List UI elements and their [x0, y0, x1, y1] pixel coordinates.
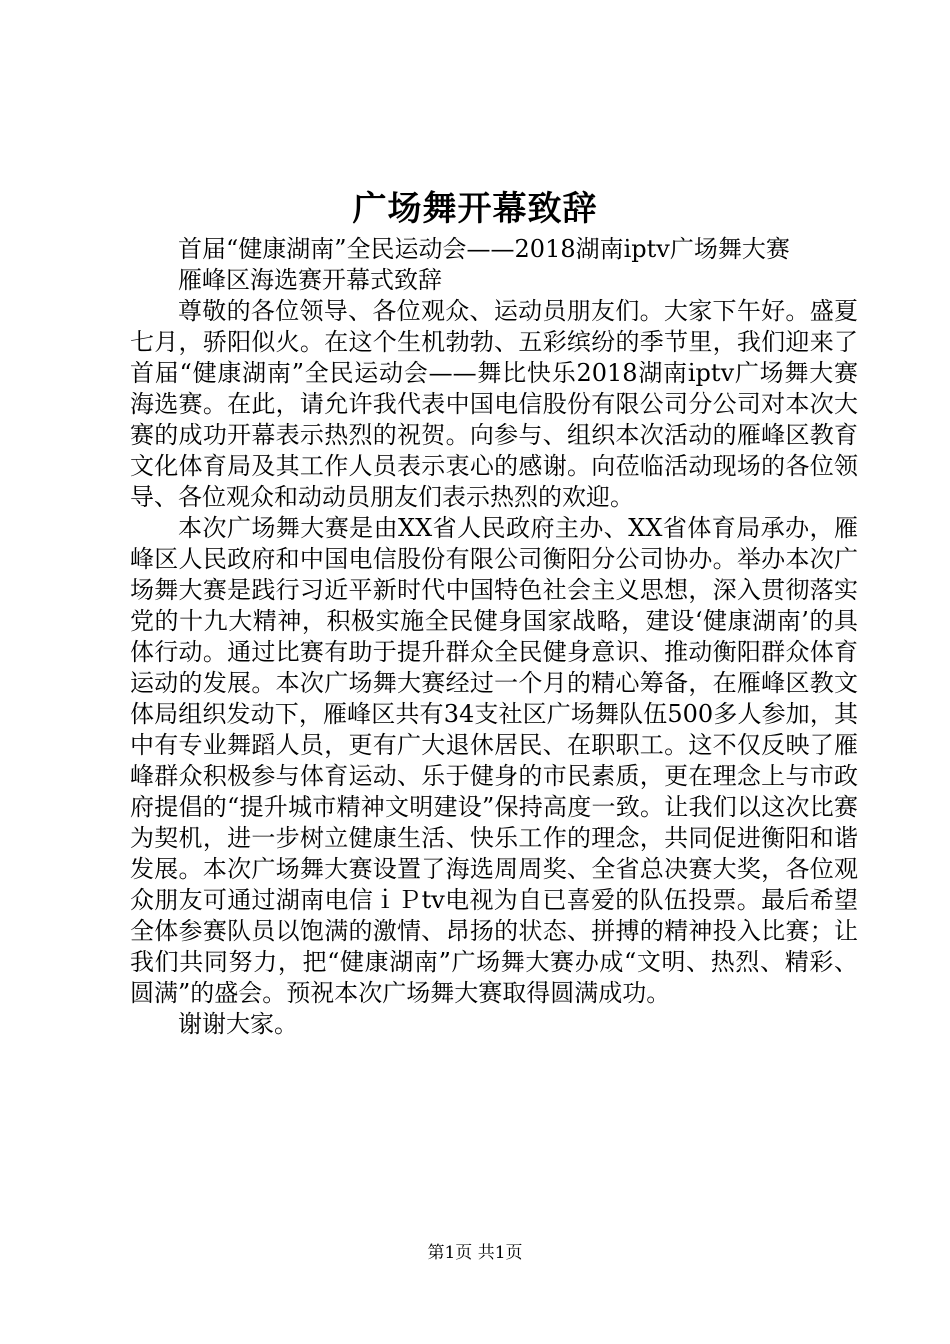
- main-body-paragraph: 本次广场舞大赛是由XX省人民政府主办、XX省体育局承办，雁峰区人民政府和中国电信股份有限公司衡阳分公司协办。举办本次广场舞大赛是践行习近平新时代中国特色社会主义思想，深入贯彻落实党的十九大精神，积极实施全民健身国家战略，建设‘健康湖南’的具体行动。通过比赛有助于提升群众全民健身意识、推动衡阳群众体育运动的发展。本次广场舞大赛经过一个月的精心筹备，在雁峰区教文体局组织发动下，雁峰区共有34支社区广场舞队伍500多人参加，其中有专业舞蹈人员，更有广大退休居民、在职职工。这不仅反映了雁峰群众积极参与体育运动、乐于健身的市民素质，更在理念上与市政府提倡的“提升城市精神文明建设”保持高度一致。让我们以这次比赛为契机，进一步树立健康生活、快乐工作的理念，共同促进衡阳和谐发展。本次广场舞大赛设置了海选周周奖、全省总决赛大奖，各位观众朋友可通过湖南电信ｉＰtv电视为自已喜爱的队伍投票。最后希望全体参赛队员以饱满的激情、昂扬的状态、拼搏的精神投入比赛；让我们共同努力，把“健康湖南”广场舞大赛办成“文明、热烈、精彩、圆满”的盛会。预祝本次广场舞大赛取得圆满成功。: [130, 514, 858, 1007]
- document-title: 广场舞开幕致辞: [352, 189, 598, 229]
- speech-subtitle-paragraph: 雁峰区海选赛开幕式致辞: [178, 266, 442, 294]
- document-body: [130, 234, 858, 1040]
- page-number-footer: 第1页 共1页: [427, 1243, 523, 1263]
- event-name-paragraph: 首届“健康湖南”全民运动会——2018湖南iptv广场舞大赛: [178, 235, 790, 263]
- closing-paragraph: 谢谢大家。: [178, 1010, 298, 1038]
- greeting-paragraph: 尊敬的各位领导、各位观众、运动员朋友们。大家下午好。盛夏七月，骄阳似火。在这个生机勃勃、五彩缤纷的季节里，我们迎来了首届“健康湖南”全民运动会——舞比快乐2018湖南iptv广场舞大赛海选赛。在此，请允许我代表中国电信股份有限公司分公司对本次大赛的成功开幕表示热烈的祝贺。向参与、组织本次活动的雁峰区教育文化体育局及其工作人员表示衷心的感谢。向莅临活动现场的各位领导、各位观众和动动员朋友们表示热烈的欢迎。: [130, 297, 858, 511]
